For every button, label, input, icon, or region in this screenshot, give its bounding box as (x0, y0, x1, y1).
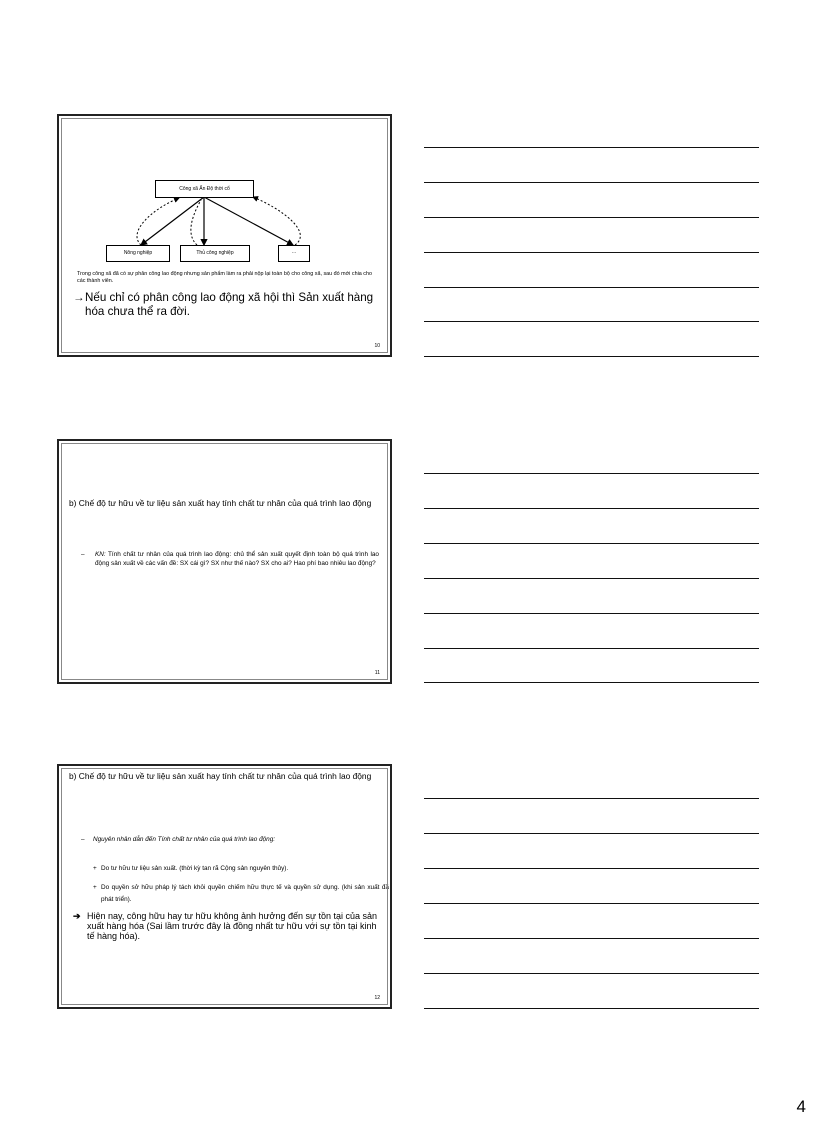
arrow-right-icon: → (73, 291, 85, 304)
slide-12-bullet-2-text: Do quyền sở hữu pháp lý tách khỏi quyền chiếm hữu thực tế và quyền sử dụng. (khi sản xuất đã phát triển). (101, 884, 389, 903)
diagram-child-nong-nghiep: Nông nghiệp (106, 245, 170, 262)
notes-line (424, 973, 759, 974)
arrow-to-nong-nghiep (141, 197, 204, 245)
slide-11-kn-label: KN: (95, 551, 106, 558)
slide-11-heading (69, 498, 379, 508)
notes-line (424, 938, 759, 939)
slide-12-heading-text: b) Chế độ tư hữu về tư liệu sản xuất hay tính chất tư nhân của quá trình lao động (69, 771, 372, 781)
slide-12-bullet-2: + Do quyền sở hữu pháp lý tách khỏi quyền chiếm hữu thực tế và quyền sử dụng. (khi sản xuất đã phát triển). (93, 882, 389, 906)
notes-line (424, 833, 759, 834)
slide-10-caption: Trong công xã đã có sự phân công lao động nhưng sản phẩm làm ra phải nộp lại toàn bộ cho công xã, sau đó mới chia cho các thành viên. (77, 271, 372, 284)
notes-line (424, 798, 759, 799)
slide-11-number: 11 (374, 670, 380, 676)
slide-10-conclusion-text: Nếu chỉ có phân công lao động xã hội thì Sản xuất hàng hóa chưa thể ra đời. (85, 291, 374, 318)
notes-line (424, 578, 759, 579)
dash-bullet: – (81, 551, 85, 558)
page-number: 4 (796, 1097, 806, 1116)
notes-line (424, 287, 759, 288)
slide-12-bullet-1-text: Do tư hữu tư liệu sản xuất. (thời kỳ tan rã Cộng sản nguyên thủy). (101, 865, 289, 872)
slide-10-number: 10 (374, 343, 380, 349)
slide-10-conclusion (73, 291, 383, 319)
slide-12-subheading: – Nguyên nhân dẫn đến Tính chất tư nhân của quá trình lao động: (81, 836, 379, 845)
notes-line (424, 1008, 759, 1009)
slide-12-heading (69, 771, 379, 781)
diagram-arrows (57, 114, 392, 357)
slide-11-kn (81, 551, 379, 568)
notes-line (424, 543, 759, 544)
notes-line (424, 356, 759, 357)
notes-line (424, 217, 759, 218)
notes-line (424, 903, 759, 904)
slide-11-kn-text: Tính chất tư nhân của quá trình lao động: chủ thể sản xuất quyết định toàn bộ quá trình lao động sản xuất về các vấn đề: SX cái gì? SX như thế nào? SX cho ai? Hao phí bao nhiêu lao động? (95, 551, 379, 567)
notes-line (424, 508, 759, 509)
slide-12 (57, 764, 392, 1009)
notes-line (424, 682, 759, 683)
notes-line (424, 648, 759, 649)
notes-line (424, 147, 759, 148)
slide-12-conclusion-text: Hiện nay, công hữu hay tư hữu không ảnh hưởng đến sự tồn tại của sản xuất hàng hóa (Sai lầm trước đây là đồng nhất tư hữu với sự tồn tại kinh tế hàng hóa). (87, 911, 378, 941)
notes-line (424, 613, 759, 614)
slide-11 (57, 439, 392, 684)
notes-line (424, 473, 759, 474)
arrow-to-other (204, 197, 293, 245)
notes-line (424, 321, 759, 322)
dashed-return-mid (191, 200, 201, 245)
diagram-child-other: … (278, 245, 310, 262)
notes-line (424, 252, 759, 253)
slide-10 (57, 114, 392, 357)
slide-11-heading-text: b) Chế độ tư hữu về tư liệu sản xuất hay tính chất tư nhân của quá trình lao động (69, 498, 372, 508)
notes-line (424, 182, 759, 183)
dashed-return-right (253, 197, 300, 245)
diagram-top-box: Công xã Ấn Độ thời cổ (155, 180, 254, 198)
slide-12-subheading-text: Nguyên nhân dẫn đến Tính chất tư nhân của quá trình lao động: (93, 836, 276, 843)
slide-12-number: 12 (374, 995, 380, 1001)
slide-12-conclusion (73, 911, 381, 941)
slide-12-bullet-1: + Do tư hữu tư liệu sản xuất. (thời kỳ tan rã Cộng sản nguyên thủy). (93, 865, 389, 874)
notes-line (424, 868, 759, 869)
diagram-child-thu-cong-nghiep: Thủ công nghiệp (180, 245, 250, 262)
arrow-right-icon: ➔ (73, 911, 81, 921)
